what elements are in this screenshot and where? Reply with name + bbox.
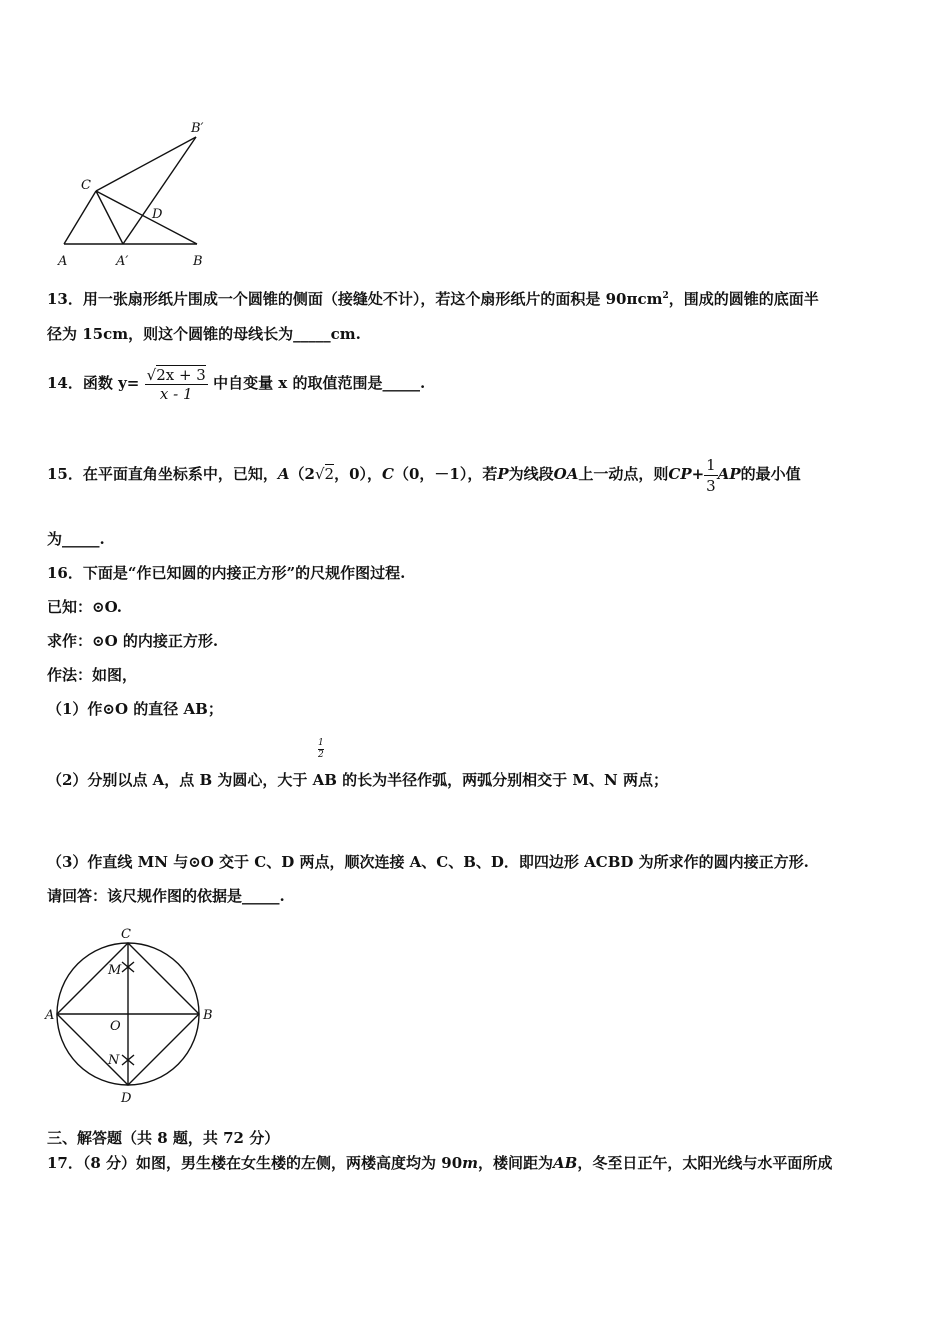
- segment-a-c: [64, 191, 96, 244]
- q15-line2: 为_____.: [47, 530, 105, 548]
- label-a: A: [58, 254, 68, 269]
- q16-step2-fraction: 1 2: [318, 738, 324, 760]
- label-a-prime: A′: [116, 254, 129, 269]
- q16-step2: （2）分别以点 A，点 B 为圆心，大于 AB 的长为半径作弧，两弧分别相交于 M、N 两点；: [47, 771, 668, 789]
- label-b-prime: B′: [191, 121, 204, 136]
- label-d: D: [152, 207, 163, 222]
- q16-answer: 请回答：该尺规作图的依据是_____.: [47, 887, 285, 905]
- label-o: O: [110, 1019, 121, 1034]
- q16-step1: （1）作⊙O 的直径 AB；: [47, 700, 223, 718]
- label-b: B: [203, 1008, 213, 1023]
- q16-known: 已知：⊙O.: [47, 598, 122, 616]
- inscribed-square-figure: [44, 922, 224, 1107]
- q17-line1: 17．（8 分）如图，男生楼在女生楼的左侧，两楼高度均为 90m，楼间距为AB，冬至日正午，太阳光线与水平面所成: [47, 1154, 833, 1172]
- label-m: M: [108, 963, 122, 978]
- segment-c-b-prime: [96, 137, 196, 191]
- q15-fraction: $\frac{1}{3}$: [706, 455, 716, 495]
- label-c: C: [121, 927, 131, 942]
- segment-a-prime-b-prime: [123, 137, 196, 244]
- q16-step3: （3）作直线 MN 与⊙O 交于 C、D 两点，顺次连接 A、C、B、D．即四边形 ACBD 为所求作的圆内接正方形.: [47, 853, 809, 871]
- label-d: D: [121, 1091, 132, 1106]
- q14-fraction: $\frac{√2x + 3}{x - 1}$: [146, 365, 206, 403]
- segment-c-a-prime: [96, 191, 123, 244]
- label-n: N: [108, 1053, 120, 1068]
- label-a: A: [45, 1008, 55, 1023]
- q14-line: 14．函数 y= $\frac{√2x + 3}{x - 1}$ 中自变量 x 的取值范围是_____.: [47, 365, 426, 403]
- q13-line1: 13．用一张扇形纸片围成一个圆锥的侧面（接缝处不计），若这个扇形纸片的面积是 90πcm$^2$，围成的圆锥的底面半: [47, 290, 819, 308]
- label-c: C: [81, 178, 91, 193]
- section-heading: 三、解答题（共 8 题，共 72 分）: [47, 1129, 280, 1147]
- q15-line1: 15．在平面直角坐标系中，已知，A（2√2，0），C（0，－1），若P为线段OA上一动点，则CP+ $\frac{1}{3}$ AP的最小值: [47, 455, 801, 495]
- q16-title: 16．下面是“作已知圆的内接正方形”的尺规作图过程.: [47, 564, 406, 582]
- segment-c-b: [96, 191, 197, 244]
- q16-ask: 求作：⊙O 的内接正方形.: [47, 632, 219, 650]
- label-b: B: [193, 254, 203, 269]
- q13-line2: 径为 15cm，则这个圆锥的母线长为_____cm.: [47, 325, 361, 343]
- triangle-figure: [50, 110, 225, 270]
- q16-method: 作法：如图，: [47, 666, 138, 684]
